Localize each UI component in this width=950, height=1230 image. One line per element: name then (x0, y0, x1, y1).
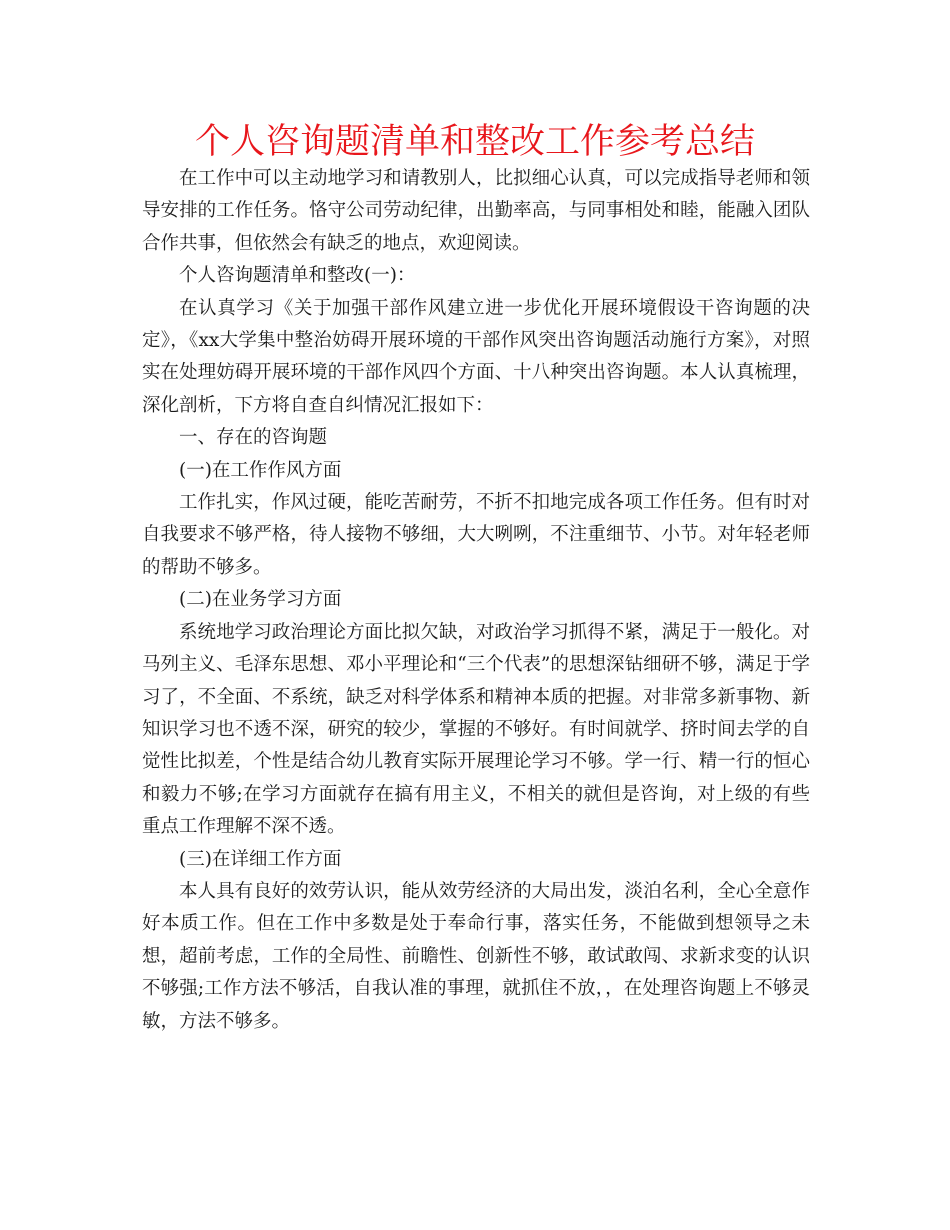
paragraph-business-study: 系统地学习政治理论方面比拟欠缺，对政治学习抓得不紧，满足于一般化。对马列主义、毛泽东思想、邓小平理论和“三个代表”的思想深钻细研不够，满足于学习了，不全面、不系统，缺乏对科学体系和精神本质的把握。对非常多新事物、新知识学习也不透不深，研究的较少，掌握的不够好。有时间就学、挤时间去学的自觉性比拟差，个性是结合幼儿教育实际开展理论学习不够。学一行、精一行的恒心和毅力不够;在学习方面就存在搞有用主义，不相关的就但是咨询，对上级的有些重点工作理解不深不透。 (142, 621, 810, 838)
paragraph-detailed-work: 本人具有良好的效劳认识，能从效劳经济的大局出发，淡泊名利，全心全意作好本质工作。但在工作中多数是处于奉命行事，落实任务，不能做到想领导之未想，超前考虑，工作的全局性、前瞻性、创新性不够，敢试敢闯、求新求变的认识不够强;工作方法不够活，自我认准的事理，就抓住不放，，在处理咨询题上不够灵敏，方法不够多。 (142, 880, 810, 1032)
paragraph-section-heading: 个人咨询题清单和整改(一)： (179, 265, 416, 287)
heading-existing-problems: 一、存在的咨询题 (179, 427, 328, 449)
heading-business-study: (二)在业务学习方面 (179, 589, 342, 611)
paragraph-intro: 在工作中可以主动地学习和请教别人，比拟细心认真，可以完成指导老师和领导安排的工作任务。恪守公司劳动纪律，出勤率高，与同事相处和睦，能融入团队合作共事，但依然会有缺乏的地点，欢迎阅读。 (142, 168, 810, 254)
heading-detailed-work: (三)在详细工作方面 (179, 848, 342, 870)
document-title: 个人咨询题清单和整改工作参考总结 (194, 122, 755, 162)
paragraph-study: 在认真学习《关于加强干部作风建立进一步优化开展环境假设干咨询题的决定》，《xx大学集中整治妨碍开展环境的干部作风突出咨询题活动施行方案》，对照实在处理妨碍开展环境的干部作风四个方面、十八种突出咨询题。本人认真梳理，深化剖析，下方将自查自纠情况汇报如下： (142, 297, 810, 416)
heading-work-style: (一)在工作作风方面 (179, 459, 342, 481)
document-body (142, 163, 810, 1038)
paragraph-work-style: 工作扎实，作风过硬，能吃苦耐劳，不折不扣地完成各项工作任务。但有时对自我要求不够严格，待人接物不够细，大大咧咧，不注重细节、小节。对年轻老师的帮助不够多。 (142, 492, 810, 578)
